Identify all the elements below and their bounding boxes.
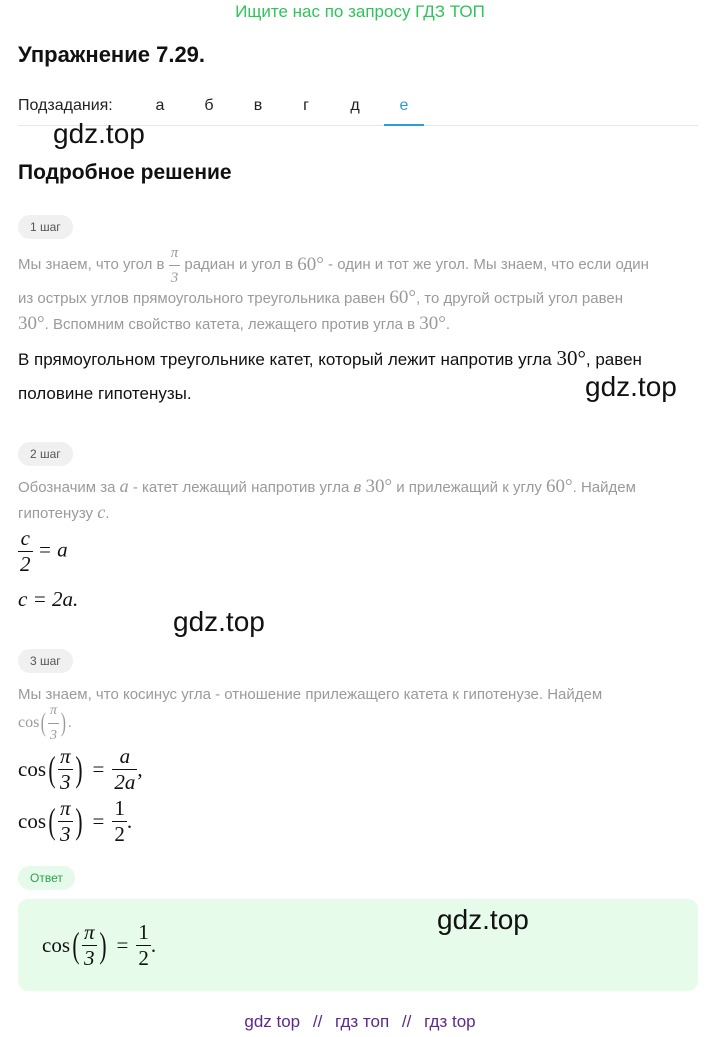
footer-separator: // xyxy=(312,1012,323,1031)
tab-e[interactable]: е xyxy=(384,97,424,126)
watermark: gdz.top xyxy=(585,371,677,402)
tab-b[interactable]: б xyxy=(204,97,214,114)
equation-c-equals-2a: c = 2a. xyxy=(18,587,79,611)
step-badge: 3 шаг xyxy=(18,649,73,673)
footer-link[interactable]: gdz top xyxy=(244,1012,301,1031)
step3-text: Мы знаем, что косинус угла - отношение прилежащего катета к гипотенузе. Найдем cos ( $\frac{\pi}{3}$ ) . xyxy=(18,683,702,739)
equation-cos-one-half: cos ( $\frac{\pi}{3}$ ) = $\frac{1}{2}$ . xyxy=(18,795,133,846)
step1-rule: В прямоугольном треугольнике катет, который лежит напротив угла 30°, равен половине гипотенузы. xyxy=(18,346,642,403)
answer-box xyxy=(18,899,698,991)
footer-link[interactable]: гдз top xyxy=(424,1012,476,1031)
section-title: Подробное решение xyxy=(18,161,232,184)
answer-equation: cos ( $\frac{\pi}{3}$ ) = $\frac{1}{2}$ . xyxy=(42,919,157,970)
step1-text: Мы знаем, что угол в $\frac{\pi}{3}$ радиан и угол в 60° - один и тот же угол. Мы знаем, что если один из острых углов прямоугольного треугольника равен 60°, то другой острый угол равен 30°. Вспомним свойство катета, лежащего против угла в 30°. xyxy=(18,244,702,338)
tab-g[interactable]: г xyxy=(303,97,309,114)
watermark: gdz.top xyxy=(437,904,529,935)
footer-link[interactable]: гдз топ xyxy=(335,1012,390,1031)
answer-badge: Ответ xyxy=(18,866,75,890)
step-badge: 2 шаг xyxy=(18,442,73,466)
subtasks-label: Подзадания: xyxy=(18,97,113,114)
pi-over-3-fraction: $\frac{\pi}{3}$ xyxy=(169,241,181,290)
watermark: gdz.top xyxy=(173,606,265,637)
equation-c-over-2: $\frac{c}{2}$ = a xyxy=(20,526,68,576)
equation-cos-a-over-2a: cos ( $\frac{\pi}{3}$ ) = $\frac{a}{2a}$ , xyxy=(18,743,143,794)
footer-links xyxy=(0,1012,720,1032)
exercise-title: Упражнение 7.29. xyxy=(18,42,206,67)
tab-d[interactable]: д xyxy=(350,97,360,114)
footer-separator: // xyxy=(401,1012,412,1031)
top-banner: Ищите нас по запросу ГДЗ ТОП xyxy=(235,2,485,21)
step2-text: Обозначим за a - катет лежащий напротив угла в 30° и прилежащий к углу 60°. Найдем гипотенузу c. xyxy=(18,476,636,522)
step-badge: 1 шаг xyxy=(18,215,73,239)
tab-a[interactable]: а xyxy=(155,97,165,114)
tab-v[interactable]: в xyxy=(253,97,263,114)
watermark: gdz.top xyxy=(53,118,145,149)
